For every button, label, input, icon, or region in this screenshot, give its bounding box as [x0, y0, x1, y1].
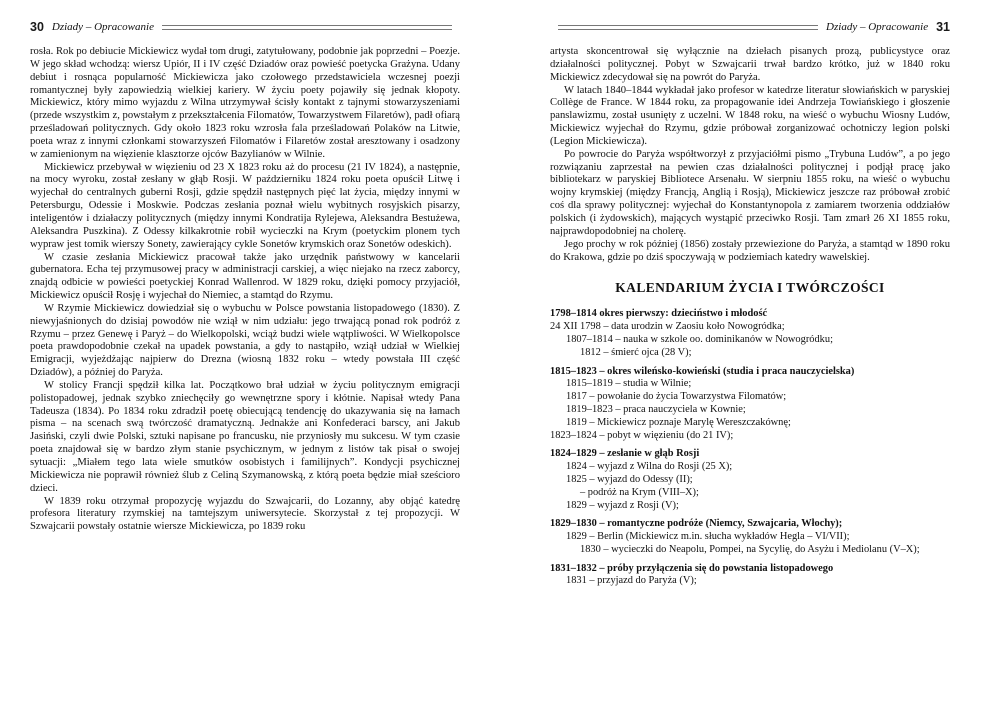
calendar-entry: 1831–1832 – próby przyłączenia się do powstania listopadowego [550, 562, 834, 574]
page-number-right: 31 [936, 20, 950, 34]
paragraph: rosła. Rok po debiucie Mickiewicz wydał tom drugi, zatytułowany, podobnie jak poprzedni – Poezje. W jego skład wchodzą: wiersz Upiór, II i IV część Dziadów oraz powieść poetycka Grażyna. Udany debiut i rosnąca popularność Mickiewicza jako czołowego przedstawiciela wczesnej poezji romantycznej były zapowiedzią wielkiej kariery. W życiu poety pojawiły się jednak kłopoty. Mickiewicz, który mimo wyjazdu z Wilna utrzymywał ścisły kontakt z tajnymi stowarzyszeniami (przede wszystkim z, powstałym z przekształcenia Filomatów, Towarzystwem Filaretów), padł ofiarą prześladowań politycznych. Gdy około 1823 roku wzrosła fala prześladowań Polaków na Litwie, poeta wraz z innymi członkami stowarzyszeń Filomatów i Filaretów został aresztowany i osadzony w zamienionym na więzienie klasztorze ojców Bazylianów w Wilnie. [30, 46, 460, 160]
section-heading: KALENDARIUM ŻYCIA I TWÓRCZOŚCI [615, 280, 885, 296]
calendar-entry: 1819 – Mickiewicz poznaje Marylę Wereszczakównę; [566, 416, 791, 428]
header-rule-left [162, 25, 452, 30]
paragraph: W latach 1840–1844 wykładał jako profesor w katedrze literatur słowiańskich w paryskiej Collège de France. W 1844 roku, za propagowanie idei Andrzeja Towiańskiego i głoszenie panslawizmu, został usunięty z uczelni. W 1848 roku, na wieść o wybuchu Wiosny Ludów, Mickiewicz wyjechał do Rzymu, gdzie próbował zorganizować ochotniczy legion polski (Legion Mickiewicza). [550, 84, 950, 147]
calendar-entry: 1798–1814 okres pierwszy: dzieciństwo i młodość [550, 308, 768, 320]
calendar-entry: 1830 – wycieczki do Neapolu, Pompei, na Sycylię, do Asyżu i Mediolanu (V–X); [580, 543, 920, 555]
paragraph: W Rzymie Mickiewicz dowiedział się o wybuchu w Polsce powstania listopadowego (1830). Z niewyjaśnionych do dzisiaj powodów nie wziął w nim udziału: jego trwającą ponad rok podróż z Rzymu – przez Genewę i Paryż – do Wielkopolski, wciąż budzi wiele wątpliwości. W Wielkopolsce poeta prawdopodobnie czekał na upadek powstania, a gdy to nastąpiło, wziął udział w Wielkiej Emigracji, wyjeżdżając najpierw do Drezna (wiosną 1832 roku – wtedy powstała III część Dziadów), a później do Paryża. [30, 302, 460, 379]
running-head-right [550, 18, 950, 36]
paragraph: W 1839 roku otrzymał propozycję wyjazdu do Szwajcarii, do Lozanny, aby objąć katedrę profesora literatury rzymskiej na tamtejszym uniwersytecie. Skorzystał z tej propozycji. W Szwajcarii powstały ostatnie wiersze Mickiewicza, po 1839 roku [30, 495, 460, 533]
calendar-entry: 1812 – śmierć ojca (28 V); [580, 346, 692, 358]
calendar-entry: 1824–1829 – zesłanie w głąb Rosji [550, 448, 700, 460]
left-page-column [30, 18, 470, 702]
calendar-entry: 1825 – wyjazd do Odessy (II); [566, 473, 693, 485]
paragraph: W stolicy Francji spędził kilka lat. Początkowo brał udział w życiu politycznym emigracji polistopadowej, jednak szybko zniechęciły go wewnętrzne spory i kłótnie. Napisał wtedy Pana Tadeusza (1834). Po 1834 roku zdradził poetę obiecującą tendencję do ukazywania się na łamach pisma – na scenach swą twórczość dramatyczną. Jednakże ani Konfederaci barscy, ani Jakub Jasiński, czyli dwie Polski, sztuki napisane po francusku, nie przyniosły mu sukcesu. W tym czasie poeta znajdował się w bardzo złym stanie psychicznym, w jednym z listów tak pisał o swojej sytuacji: „Miałem tego lata wiele smutków osobistych i familijnych”. Kondycji psychicznej Mickiewicza nie poprawił również ślub z Celiną Szymanowską, z którą poeta będzie miał sześcioro dzieci. [30, 379, 460, 494]
calendar-entry: – podróż na Krym (VIII–X); [580, 486, 699, 498]
calendar-list [550, 308, 950, 588]
calendar-entry: 1831 – przyjazd do Paryża (V); [566, 575, 697, 587]
running-head-left [30, 18, 460, 36]
calendar-entry: 1817 – powołanie do życia Towarzystwa Filomatów; [566, 391, 787, 403]
page-number-left: 30 [30, 20, 44, 34]
calendar-entry: 1815–1823 – okres wileńsko-kowieński (studia i praca nauczycielska) [550, 365, 855, 377]
paragraph: W czasie zesłania Mickiewicz pracował także jako urzędnik państwowy w kancelarii gubernatora. Echa tej przymusowej pracy w administracji carskiej, a więc niejako na rzecz zaborcy, znajdą odbicie w powieści poetyckiej Konrad Wallenrod. W 1829 roku, dzięki pomocy przyjaciół, Mickiewicz opuścił Rosję i wyjechał do Niemiec, a stamtąd do Rzymu. [30, 251, 460, 302]
right-page-body [550, 46, 950, 264]
header-rule-right [558, 25, 818, 30]
running-title-right: Dziady – Opracowanie [826, 21, 929, 33]
calendar-entry: 1823–1824 – pobyt w więzieniu (do 21 IV); [550, 429, 734, 441]
calendar-entry: 24 XII 1798 – data urodzin w Zaosiu koło Nowogródka; [550, 321, 785, 333]
right-page-column [510, 18, 950, 702]
calendar-entry: 1829 – wyjazd z Rosji (V); [566, 499, 679, 511]
calendar-entry: 1829–1830 – romantyczne podróże (Niemcy, Szwajcaria, Włochy); [550, 518, 843, 530]
paragraph: Jego prochy w rok później (1856) zostały przewiezione do Paryża, a stamtąd w 1890 roku do Krakowa, gdzie po dziś spoczywają w podziemiach katedry wawelskiej. [550, 238, 950, 263]
calendar-entry: 1807–1814 – nauka w szkole oo. dominikanów w Nowogródku; [566, 333, 833, 345]
calendar-entry: 1829 – Berlin (Mickiewicz m.in. słucha wykładów Hegla – VI/VII); [566, 531, 850, 543]
calendar-entry: 1824 – wyjazd z Wilna do Rosji (25 X); [566, 461, 733, 473]
calendar-entry: 1815–1819 – studia w Wilnie; [566, 378, 692, 390]
left-page-body [30, 46, 460, 534]
paragraph: Mickiewicz przebywał w więzieniu od 23 X 1823 roku aż do procesu (21 IV 1824), a następnie, na mocy wyroku, został zesłany w głąb Rosji. W październiku 1824 roku poeta opuścił Litwę i wyjechał do centralnych guberni Rosji, gdzie spędził następnych pięć lat życia, między innymi w Petersburgu, Odessie i Moskwie. Podczas zesłania poznał wielu wybitnych rosyjskich pisarzy, inteligentów i działaczy politycznych (między innymi Kondratija Rylejewa, Aleksandra Bestużewa, Aleksandra Puszkina). Z Odessy kilkakrotnie robił wycieczki na Krym (poetyckim plonem tych wypraw jest tomik wierszy Sonety, zawierający cykle Sonetów krymskich oraz Sonetów odeskich). [30, 161, 460, 250]
paragraph: Po powrocie do Paryża współtworzył z przyjaciółmi pismo „Trybuna Ludów”, a po jego rozwiązaniu zaprzestał na pewien czas działalności politycznej i podjął pracę jako bibliotekarz w paryskiej Bibliotece Arsenału. W sierpniu 1855 roku, na wieść o wybuchu wojny krymskiej (między Francją, Anglią i Rosją), Mickiewicz jeszcze raz próbował zrobić coś dla sprawy politycznej: wyjechał do Konstantynopola z zamiarem tworzenia oddziałów polskich (i żydowskich), mających wystąpić przeciwko Rosji. Tam zmarł 26 XI 1855 roku, najprawdopodobniej na cholerę. [550, 148, 950, 237]
page-gutter [470, 18, 510, 702]
paragraph: artysta skoncentrował się wyłącznie na dziełach pisanych prozą, publicystyce oraz działalności politycznej. Pobyt w Szwajcarii trwał bardzo krótko, już w 1840 roku Mickiewicz zdecydował się na powrót do Paryża. [550, 46, 950, 83]
running-title-left: Dziady – Opracowanie [51, 21, 154, 33]
calendar-entry: 1819–1823 – praca nauczyciela w Kownie; [566, 403, 746, 415]
